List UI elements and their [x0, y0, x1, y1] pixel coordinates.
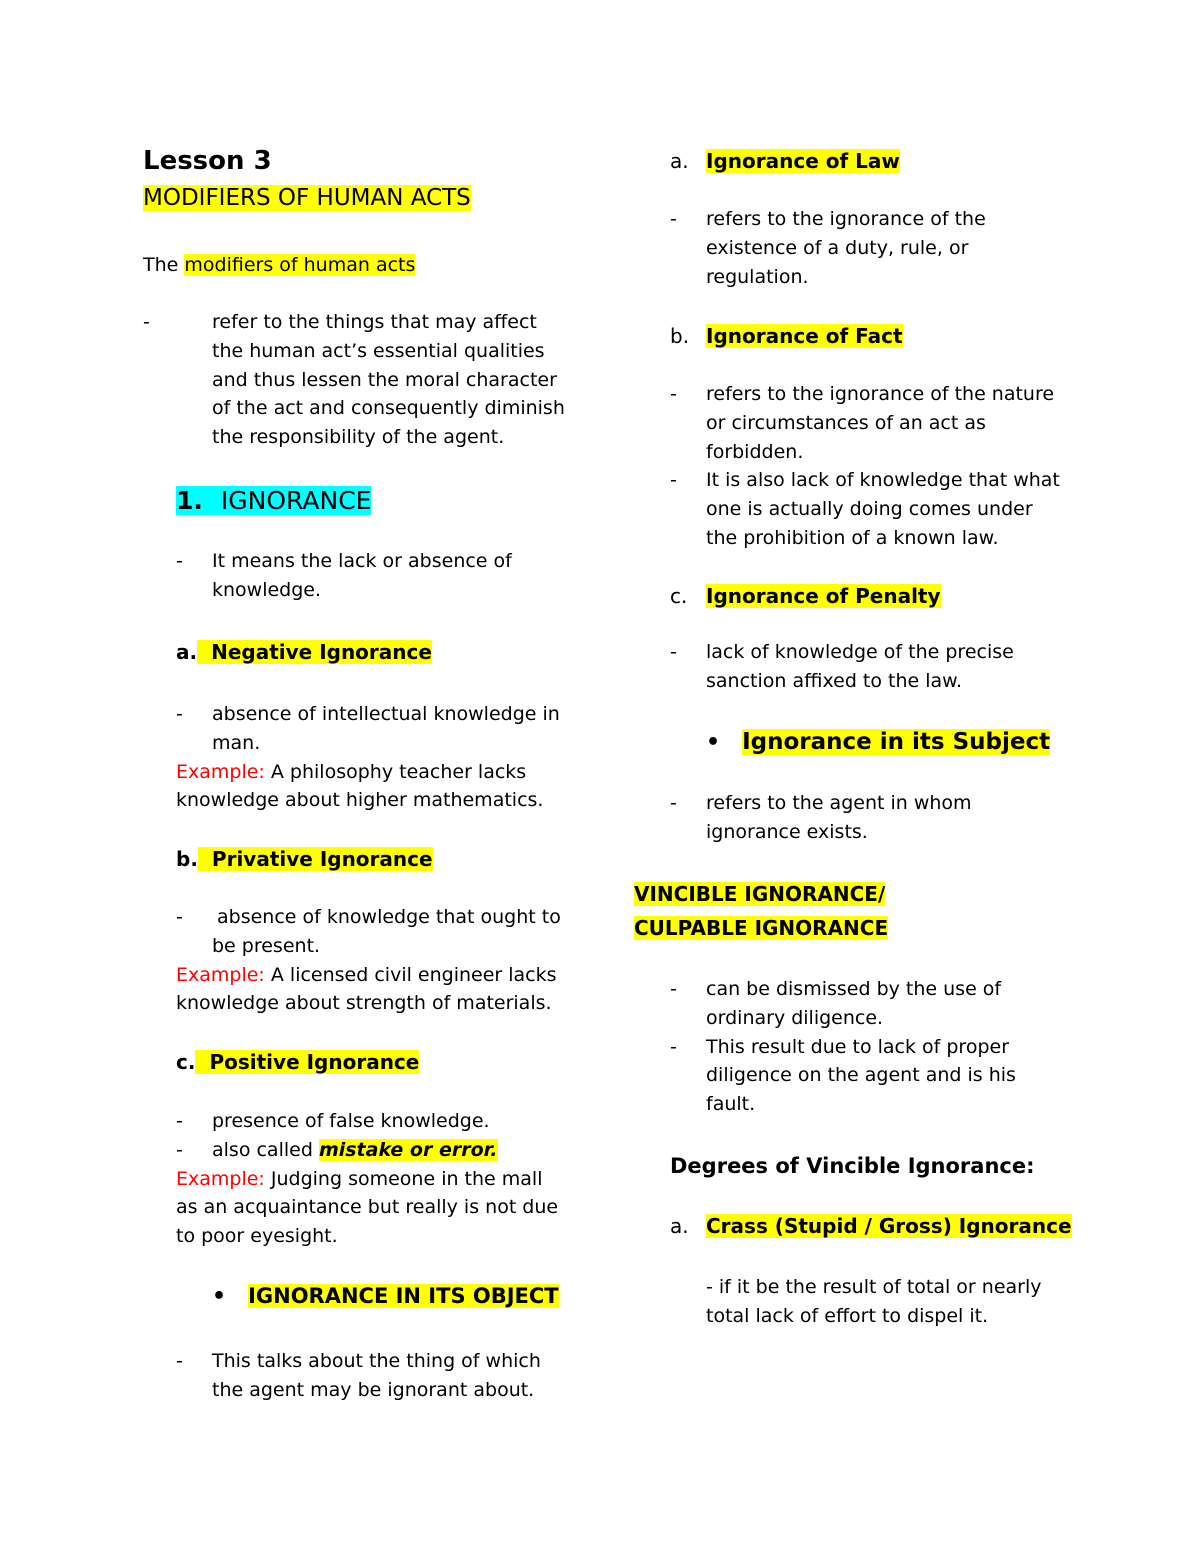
- negative-example: Example: A philosophy teacher lacks: [176, 761, 527, 783]
- negative-heading: a. Negative Ignorance: [176, 640, 432, 664]
- intro-term: modifiers of human acts: [184, 254, 416, 276]
- privative-heading: b. Privative Ignorance: [176, 847, 433, 871]
- subject-heading: • Ignorance in its Subject: [706, 729, 1051, 755]
- law-heading: a. Ignorance of Law: [670, 149, 900, 173]
- crass-heading: a. Crass (Stupid / Gross) Ignorance: [670, 1214, 1072, 1238]
- bullet-icon: •: [706, 730, 721, 755]
- page-title: MODIFIERS OF HUMAN ACTS: [143, 185, 471, 211]
- degrees-heading: Degrees of Vincible Ignorance:: [670, 1154, 1035, 1178]
- positive-example: Example: Judging someone in the mall: [176, 1168, 543, 1190]
- mistake-term: mistake or error.: [318, 1139, 498, 1161]
- penalty-heading: c. Ignorance of Penalty: [670, 584, 941, 608]
- privative-example: Example: A licensed civil engineer lacks: [176, 964, 557, 986]
- object-heading: • IGNORANCE IN ITS OBJECT: [212, 1284, 559, 1309]
- vincible-heading: VINCIBLE IGNORANCE/ CULPABLE IGNORANCE: [634, 882, 889, 940]
- fact-heading: b. Ignorance of Fact: [670, 324, 903, 348]
- bullet-icon: •: [212, 1284, 227, 1309]
- lesson-number: Lesson 3: [143, 146, 272, 176]
- intro-line: The modifiers of human acts: [143, 254, 416, 276]
- positive-heading: c. Positive Ignorance: [176, 1050, 420, 1074]
- ignorance-heading: 1. IGNORANCE: [176, 486, 372, 515]
